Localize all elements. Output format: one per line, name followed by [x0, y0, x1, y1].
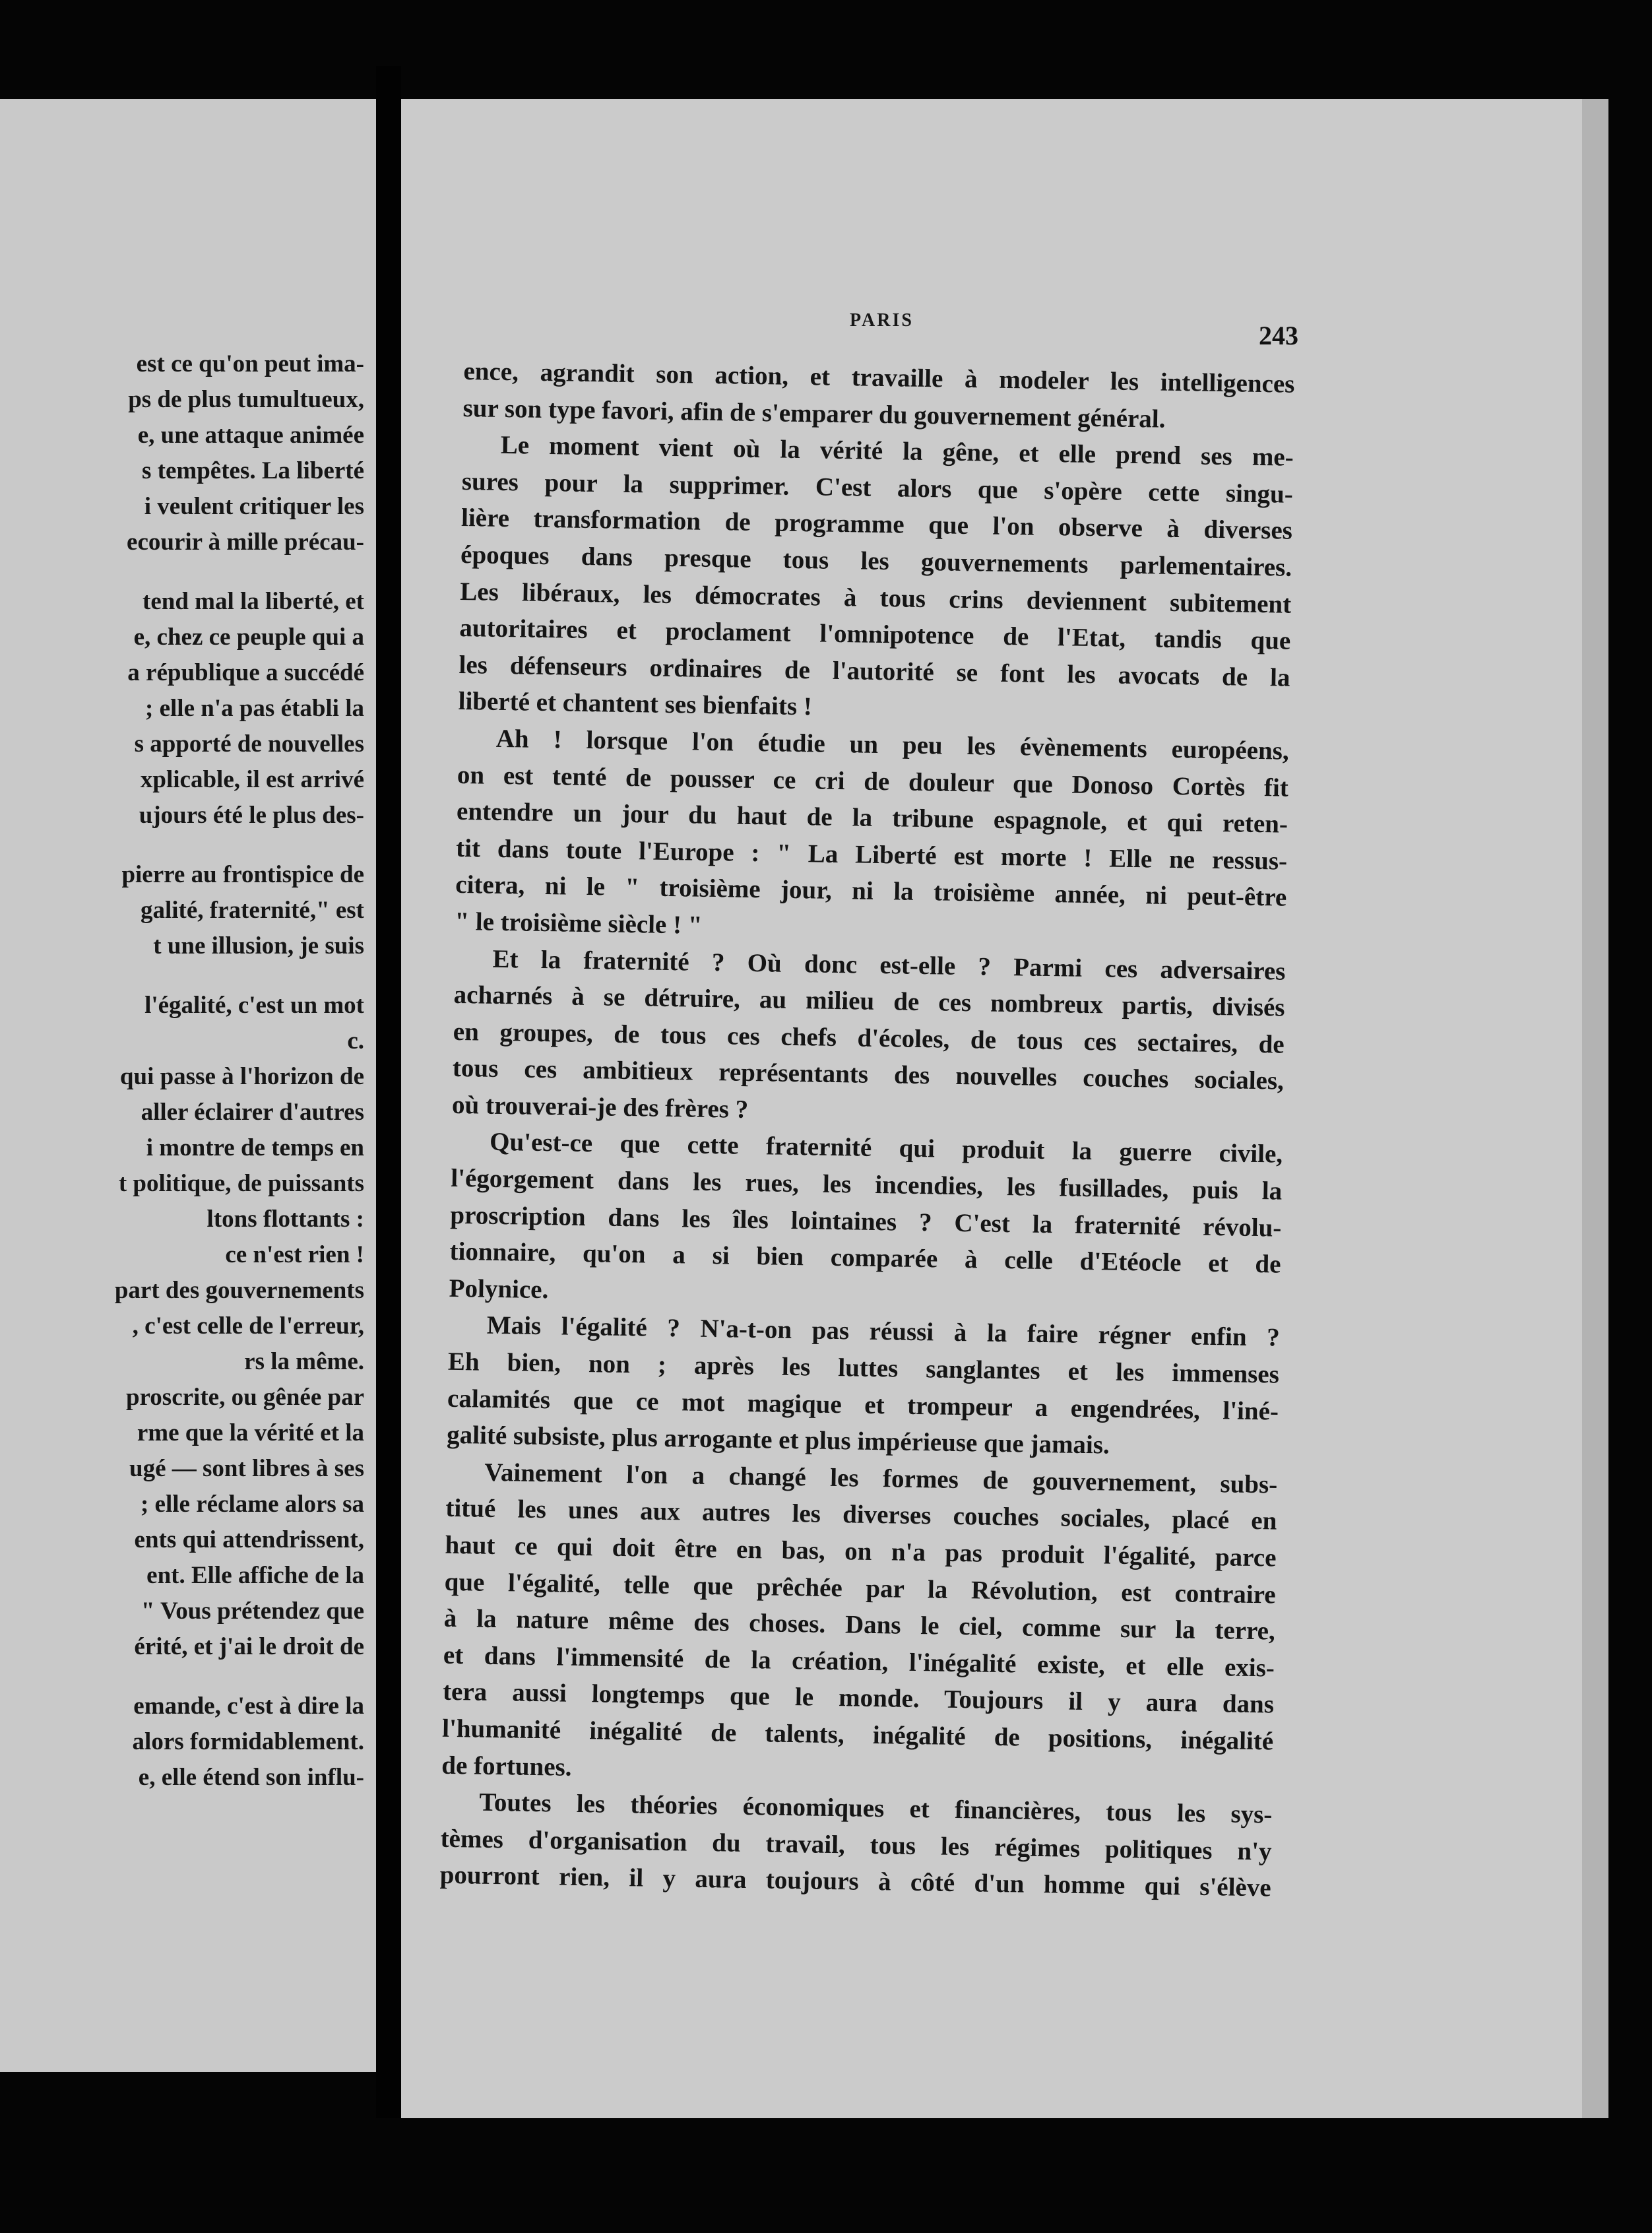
- text-line: galité subsiste, plus arrogante et plus impérieuse que jamais.: [446, 1421, 1110, 1460]
- text-line: époques dans presque tous les gouvernements parlementaires.: [460, 540, 1292, 582]
- left-text-line: ugé — sont libres à ses: [129, 1455, 364, 1482]
- text-line: acharnés à se détruire, au milieu de ces nombreux partis, divisés: [453, 980, 1285, 1022]
- page-243: [401, 99, 1608, 2118]
- text-line: " le troisième siècle ! ": [455, 907, 703, 940]
- text-line: Eh bien, non ; après les luttes sanglantes et les immenses: [447, 1347, 1280, 1389]
- left-text-line: a république a succédé: [127, 659, 364, 686]
- left-text-line: e, chez ce peuple qui a: [133, 624, 364, 651]
- left-text-line: [0, 833, 376, 857]
- left-text-line: t politique, de puissants: [118, 1170, 364, 1197]
- scan-frame-right: [1608, 0, 1652, 2233]
- text-line: on est tenté de pousser ce cri de douleur que Donoso Cortès fit: [457, 760, 1289, 802]
- page-number: 243: [1259, 321, 1298, 350]
- left-text-line: [0, 964, 376, 988]
- left-text-line: t une illusion, je suis: [153, 932, 364, 959]
- left-text-line: ujours été le plus des-: [139, 802, 364, 829]
- left-text-line: qui passe à l'horizon de: [119, 1063, 364, 1090]
- left-text-line: xplicable, il est arrivé: [140, 766, 364, 793]
- left-text-line: , c'est celle de l'erreur,: [132, 1312, 364, 1340]
- text-line: Mais l'égalité ? N'a-t-on pas réussi à la faire régner enfin ?: [486, 1311, 1281, 1353]
- left-text-line: e, elle étend son influ-: [138, 1764, 364, 1791]
- left-text-line: pierre au frontispice de: [121, 861, 364, 888]
- left-text-line: l'égalité, c'est un mot: [144, 992, 364, 1019]
- text-line: que l'égalité, telle que prêchée par la Révolution, est contraire: [444, 1567, 1276, 1609]
- left-text-line: part des gouvernements: [114, 1277, 364, 1304]
- left-text-line: rme que la vérité et la: [137, 1419, 364, 1446]
- left-text-line: tend mal la liberté, et: [143, 588, 364, 615]
- left-text-line: ; elle réclame alors sa: [140, 1491, 364, 1518]
- left-text-line: rs la même.: [244, 1348, 364, 1375]
- book-gutter: [376, 66, 401, 2164]
- text-line: tionnaire, qu'on a si bien comparée à celle d'Etéocle et de: [449, 1237, 1281, 1279]
- text-line: en groupes, de tous ces chefs d'écoles, de tous ces sectaires, de: [453, 1017, 1285, 1059]
- left-text-line: ent. Elle affiche de la: [146, 1562, 364, 1589]
- left-text-line: érité, et j'ai le droit de: [134, 1633, 364, 1660]
- left-text-line: [0, 560, 376, 584]
- text-line: haut ce qui doit être en bas, on n'a pas produit l'égalité, parce: [445, 1530, 1277, 1572]
- left-page-text: [0, 346, 376, 1796]
- text-line: sures pour la supprimer. C'est alors que s'opère cette singu-: [461, 467, 1294, 509]
- text-line: où trouverai-je des frères ?: [451, 1090, 749, 1124]
- scan-frame-bottom: [0, 2118, 1652, 2233]
- left-text-line: ; elle n'a pas établi la: [145, 695, 364, 722]
- text-line: Vainement l'on a changé les formes de gouvernement, subs-: [484, 1458, 1278, 1499]
- scan-frame-top: [0, 0, 1652, 99]
- text-line: Ah ! lorsque l'on étudie un peu les évènements européens,: [495, 724, 1290, 765]
- text-line: et dans l'immensité de la création, l'inégalité existe, et elle exis-: [443, 1640, 1275, 1683]
- left-text-line: est ce qu'on peut ima-: [136, 350, 364, 377]
- text-line: autoritaires et proclament l'omnipotence de l'Etat, tandis que: [459, 614, 1291, 655]
- text-line: Qu'est-ce que cette fraternité qui produit la guerre civile,: [489, 1128, 1283, 1169]
- text-line: l'humanité inégalité de talents, inégalité de positions, inégalité: [441, 1714, 1274, 1756]
- text-line: entendre un jour du haut de la tribune espagnole, et qui reten-: [456, 797, 1288, 839]
- left-text-line: galité, fraternité," est: [141, 897, 364, 924]
- text-line: tit dans toute l'Europe : " La Liberté est morte ! Elle ne ressus-: [455, 833, 1288, 876]
- left-text-line: alors formidablement.: [132, 1728, 364, 1755]
- text-line: pourront rien, il y aura toujours à côté d'un homme qui s'élève: [439, 1861, 1271, 1902]
- left-text-line: i montre de temps en: [146, 1134, 364, 1161]
- text-line: l'égorgement dans les rues, les incendies, les fusillades, puis la: [451, 1163, 1283, 1206]
- text-line: Le moment vient où la vérité la gêne, et elle prend ses me-: [500, 431, 1294, 472]
- text-line: Polynice.: [449, 1274, 549, 1305]
- text-line: tera aussi longtemps que le monde. Toujours il y aura dans: [442, 1677, 1275, 1719]
- left-text-line: s tempêtes. La liberté: [141, 457, 364, 484]
- text-line: citera, ni le " troisième jour, ni la troisième année, ni peut-être: [455, 870, 1287, 913]
- left-text-line: ce n'est rien !: [225, 1241, 364, 1268]
- facing-page-left: [0, 99, 376, 2072]
- text-line: à la nature même des choses. Dans le ciel, comme sur la terre,: [443, 1603, 1276, 1646]
- left-text-line: aller éclairer d'autres: [141, 1099, 364, 1126]
- left-text-line: ps de plus tumultueux,: [128, 386, 364, 413]
- text-line: calamités que ce mot magique et trompeur a engendrées, l'iné-: [447, 1384, 1279, 1426]
- body-text: [439, 353, 1295, 1906]
- left-text-line: emande, c'est à dire la: [133, 1693, 364, 1720]
- left-text-line: [0, 1665, 376, 1689]
- left-text-line: ltons flottants :: [206, 1206, 364, 1233]
- text-line: Et la fraternité ? Où donc est-elle ? Parmi ces adversaires: [492, 944, 1286, 986]
- text-line: tous ces ambitieux représentants des nouvelles couches sociales,: [452, 1054, 1285, 1095]
- left-text-line: " Vous prétendez que: [141, 1598, 364, 1625]
- text-line: proscription dans les îles lointaines ? C'est la fraternité révolu-: [450, 1200, 1282, 1243]
- left-text-line: c.: [347, 1027, 364, 1054]
- running-head: PARIS: [850, 310, 914, 331]
- text-line: liberté et chantent ses bienfaits !: [458, 687, 813, 721]
- text-line: sur son type favori, afin de s'emparer du gouvernement général.: [462, 393, 1166, 434]
- left-text-line: proscrite, ou gênée par: [125, 1384, 364, 1411]
- text-line: les défenseurs ordinaires de l'autorité se font les avocats de la: [459, 650, 1290, 692]
- text-line: Toutes les théories économiques et financières, tous les sys-: [479, 1788, 1273, 1829]
- page-edge-shadow: [1582, 99, 1608, 2118]
- text-line: tèmes d'organisation du travail, tous les régimes politiques n'y: [440, 1824, 1272, 1866]
- text-line: titué les unes aux autres les diverses couches sociales, placé en: [445, 1494, 1277, 1536]
- left-text-line: i veulent critiquer les: [144, 493, 364, 520]
- left-text-line: ecourir à mille précau-: [127, 529, 364, 556]
- text-line: Les libéraux, les démocrates à tous crins deviennent subitement: [459, 577, 1292, 619]
- text-line: de fortunes.: [441, 1751, 572, 1782]
- left-text-line: e, une attaque animée: [137, 422, 364, 449]
- left-text-line: ents qui attendrissent,: [134, 1526, 364, 1553]
- text-line: lière transformation de programme que l'on observe à diverses: [461, 503, 1293, 546]
- text-line: ence, agrandit son action, et travaille à modeler les intelligences: [463, 356, 1295, 399]
- left-text-line: s apporté de nouvelles: [134, 730, 364, 758]
